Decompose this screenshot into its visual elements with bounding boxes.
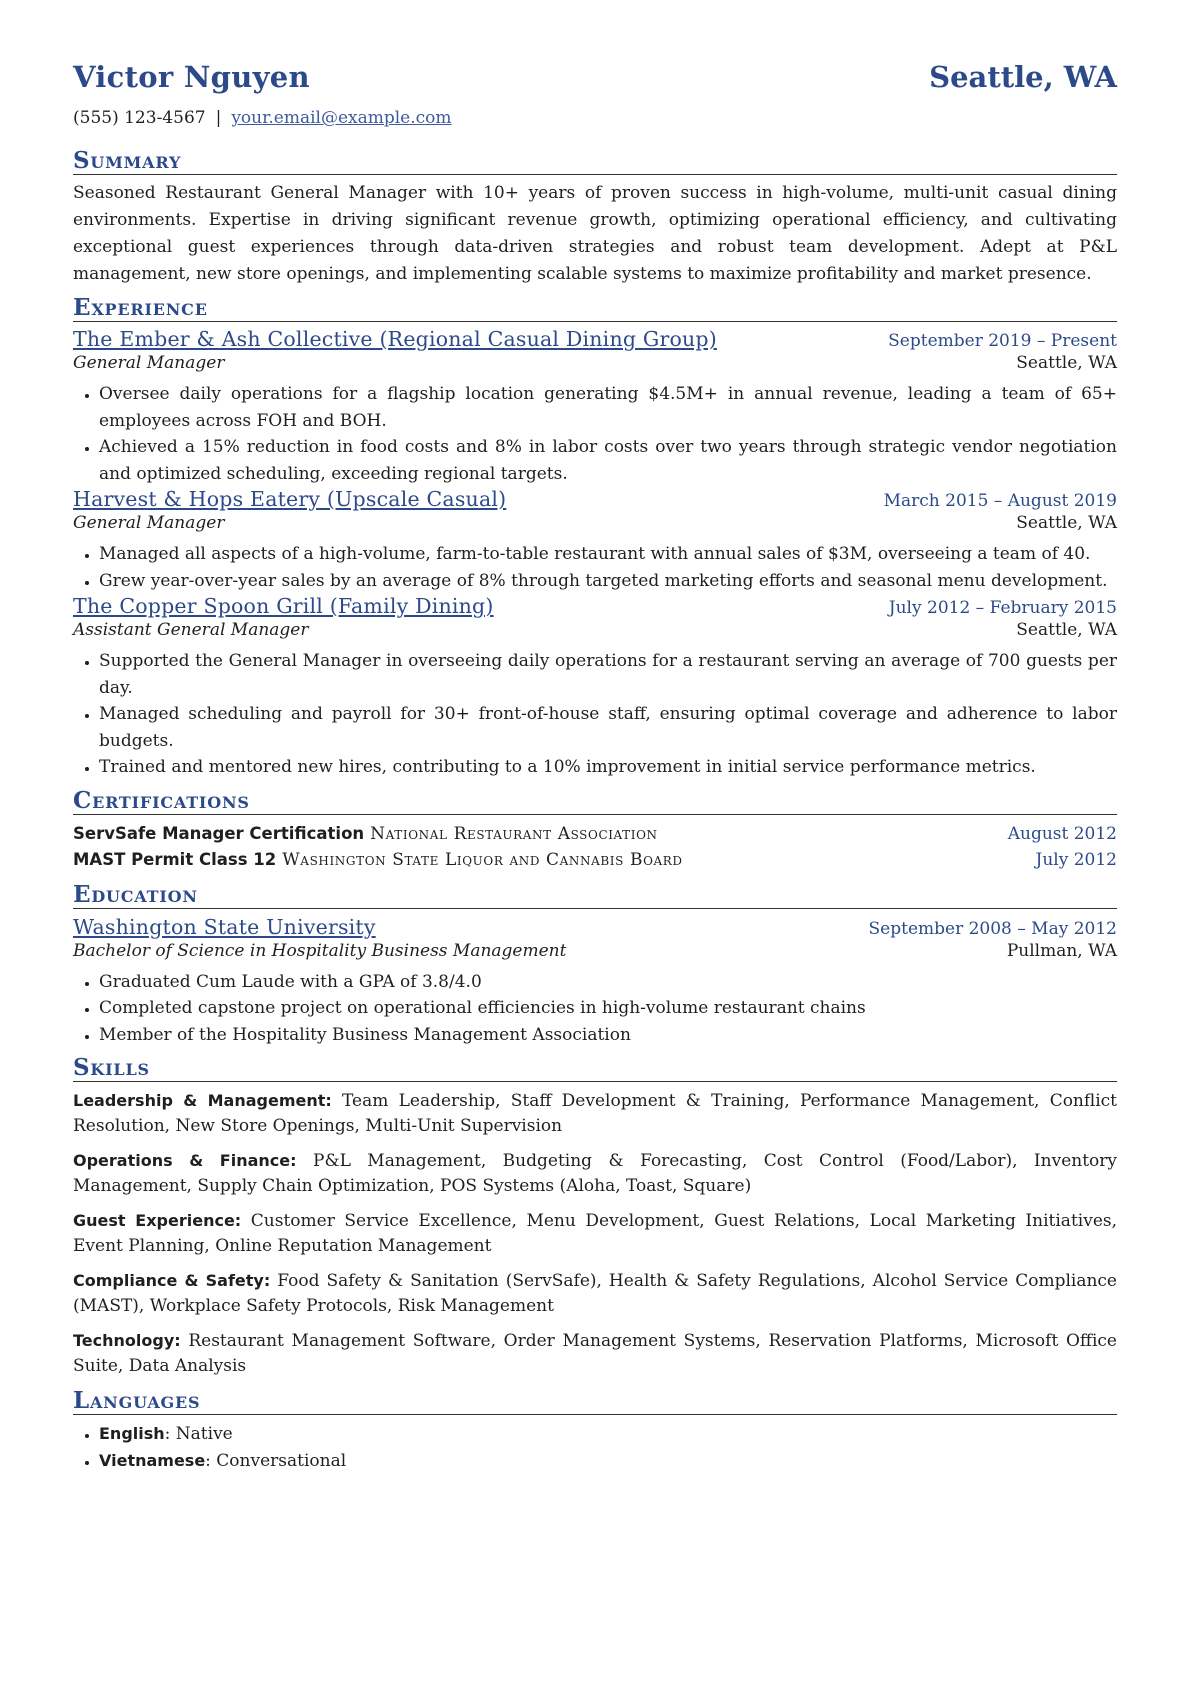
- skill-label: Operations & Finance:: [73, 1151, 297, 1170]
- education-entry-subheader: [73, 941, 1117, 961]
- experience-bullets: [73, 381, 1117, 487]
- bullet-item: • Managed all aspects of a high-volume, farm-to-table restaurant with annual sales of $3M, overseeing a team of 40.: [99, 541, 1117, 568]
- certification-issuer: National Restaurant Association: [370, 823, 658, 844]
- language-item: [99, 1448, 1117, 1475]
- experience-entry-subheader: [73, 353, 1117, 373]
- bullet-item: • Member of the Hospitality Business Management Association: [99, 1022, 1117, 1049]
- experience-entry: [73, 327, 1117, 487]
- section-title-summary: Summary: [73, 147, 1117, 175]
- certifications-list: [73, 821, 1117, 873]
- experience-bullets: [73, 648, 1117, 781]
- certification-name: ServSafe Manager Certification: [73, 823, 365, 843]
- skill-label: Leadership & Management:: [73, 1091, 332, 1110]
- skill-label: Technology:: [73, 1331, 181, 1350]
- education-bullets: [73, 969, 1117, 1049]
- contact-separator: |: [215, 108, 222, 128]
- bullet-item: • Achieved a 15% reduction in food costs and 8% in labor costs over two years through strategic vendor negotiation and optimized scheduling, exceeding regional targets.: [99, 434, 1117, 487]
- language-item: [99, 1421, 1117, 1448]
- job-title: Assistant General Manager: [73, 620, 309, 640]
- skill-text: Customer Service Excellence, Menu Development, Guest Relations, Local Marketing Initiatives, Event Planning, Online Reputation Management: [73, 1211, 1118, 1256]
- language-name: Vietnamese: [99, 1450, 206, 1470]
- certification-info: [73, 821, 658, 847]
- certification-issuer: Washington State Liquor and Cannabis Board: [282, 849, 683, 870]
- job-location: Seattle, WA: [1016, 353, 1117, 373]
- section-title-certifications: Certifications: [73, 787, 1117, 815]
- skill-text: P&L Management, Budgeting & Forecasting, Cost Control (Food/Labor), Inventory Management, Supply Chain Optimization, POS Systems (Aloha, Toast, Square): [73, 1151, 1118, 1196]
- summary-paragraph: Seasoned Restaurant General Manager with 10+ years of proven success in high-volume, multi-unit casual dining environments. Expertise in driving significant revenue growth, optimizing operational efficiency, and cultivating exceptional guest experiences through data-driven strategies and robust team development. Adept at P&L management, new store openings, and implementing scalable systems to maximize profitability and market presence.: [73, 183, 1117, 284]
- degree: Bachelor of Science in Hospitality Business Management: [73, 940, 567, 961]
- certification-date: August 2012: [1007, 823, 1117, 844]
- skill-group: [73, 1148, 1117, 1199]
- bullet-item: • Grew year-over-year sales by an average of 8% through targeted marketing efforts and seasonal menu development.: [99, 568, 1117, 595]
- language-name: English: [99, 1424, 165, 1443]
- experience-bullets: [73, 541, 1117, 594]
- experience-entry-subheader: [73, 513, 1117, 533]
- experience-entry-header: [73, 487, 1117, 511]
- experience-entry: [73, 594, 1117, 781]
- section-title-experience: Experience: [73, 294, 1117, 322]
- job-title: General Manager: [73, 353, 225, 373]
- employer-link[interactable]: The Ember & Ash Collective (Regional Casual Dining Group): [73, 327, 717, 351]
- skill-label: Guest Experience:: [73, 1211, 242, 1230]
- education-entry-header: [73, 915, 1117, 939]
- experience-entry-subheader: [73, 620, 1117, 640]
- skills-list: [73, 1088, 1117, 1379]
- employment-dates: March 2015 – August 2019: [883, 491, 1117, 511]
- section-title-education: Education: [73, 881, 1117, 909]
- employer-link[interactable]: Harvest & Hops Eatery (Upscale Casual): [73, 487, 507, 511]
- experience-entry-header: [73, 594, 1117, 618]
- email-link[interactable]: your.email@example.com: [231, 108, 452, 128]
- employment-dates: September 2019 – Present: [888, 331, 1117, 351]
- employment-dates: July 2012 – February 2015: [888, 598, 1117, 618]
- employer-link[interactable]: The Copper Spoon Grill (Family Dining): [73, 594, 494, 618]
- phone-number: (555) 123-4567: [73, 108, 206, 128]
- language-level: : Native: [164, 1424, 233, 1444]
- skill-group: [73, 1208, 1117, 1259]
- certification-row: [73, 847, 1117, 873]
- bullet-item: • Supported the General Manager in overseeing daily operations for a restaurant serving an average of 700 guests per day.: [99, 648, 1117, 701]
- job-location: Seattle, WA: [1016, 513, 1117, 533]
- skill-group: [73, 1328, 1117, 1379]
- bullet-item: • Oversee daily operations for a flagship location generating $4.5M+ in annual revenue, leading a team of 65+ employees across FOH and BOH.: [99, 381, 1117, 434]
- section-title-skills: Skills: [73, 1054, 1117, 1082]
- certification-info: [73, 847, 683, 873]
- skill-group: [73, 1268, 1117, 1319]
- languages-list: [73, 1421, 1117, 1474]
- bullet-item: • Trained and mentored new hires, contributing to a 10% improvement in initial service performance metrics.: [99, 754, 1117, 781]
- skill-text: Food Safety & Sanitation (ServSafe), Health & Safety Regulations, Alcohol Service Compliance (MAST), Workplace Safety Protocols, Risk Management: [73, 1271, 1117, 1316]
- skill-label: Compliance & Safety:: [73, 1271, 271, 1290]
- bullet-item: • Completed capstone project on operational efficiencies in high-volume restaurant chains: [99, 995, 1117, 1022]
- education-entry: [73, 915, 1117, 1049]
- candidate-name: Victor Nguyen: [73, 60, 310, 94]
- bullet-item: • Graduated Cum Laude with a GPA of 3.8/4.0: [99, 969, 1117, 996]
- certification-name: MAST Permit Class 12: [73, 849, 277, 869]
- language-level: : Conversational: [205, 1450, 347, 1471]
- experience-entry-header: [73, 327, 1117, 351]
- job-location: Seattle, WA: [1016, 620, 1117, 640]
- skill-text: Team Leadership, Staff Development & Training, Performance Management, Conflict Resolution, New Store Openings, Multi-Unit Supervision: [73, 1091, 1118, 1136]
- resume-header: [73, 60, 1117, 104]
- school-location: Pullman, WA: [1006, 940, 1117, 961]
- skill-group: [73, 1088, 1117, 1139]
- certification-date: July 2012: [1035, 849, 1117, 870]
- education-dates: September 2008 – May 2012: [868, 918, 1117, 939]
- contact-line: [73, 108, 1117, 134]
- job-title: General Manager: [73, 513, 225, 533]
- bullet-item: • Managed scheduling and payroll for 30+ front-of-house staff, ensuring optimal coverage and adherence to labor budgets.: [99, 701, 1117, 754]
- skill-text: Restaurant Management Software, Order Management Systems, Reservation Platforms, Microsoft Office Suite, Data Analysis: [73, 1331, 1117, 1376]
- certification-row: [73, 821, 1117, 847]
- section-title-languages: Languages: [73, 1387, 1117, 1415]
- school-link[interactable]: Washington State University: [73, 914, 376, 939]
- experience-entry: [73, 487, 1117, 594]
- candidate-location: Seattle, WA: [929, 60, 1117, 94]
